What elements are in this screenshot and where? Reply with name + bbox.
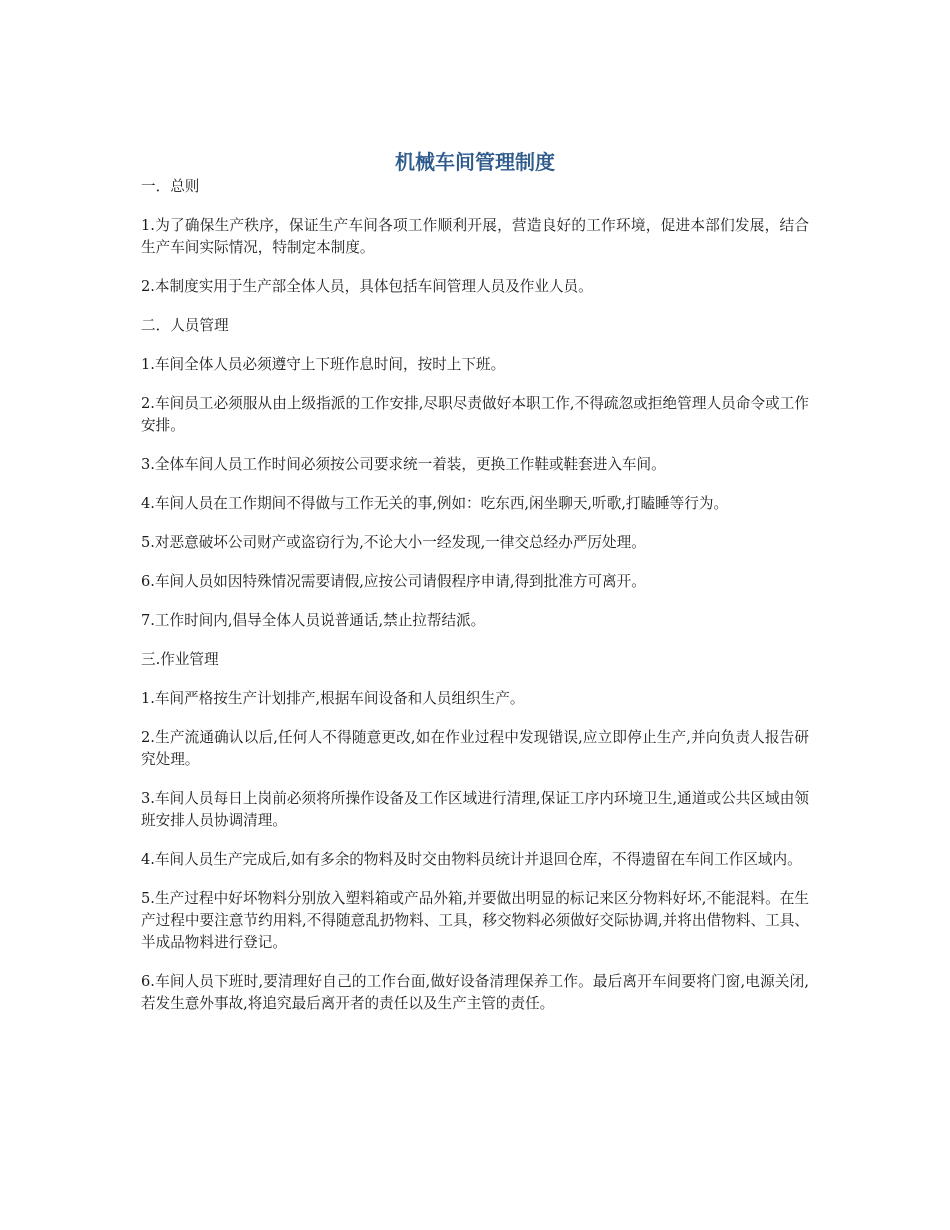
paragraph: 4.车间人员生产完成后,如有多余的物料及时交由物料员统计并退回仓库，不得遗留在车间工作区域内。 [141, 851, 802, 868]
document-body [141, 176, 809, 1032]
section-heading-operations: 三.作业管理 [141, 651, 219, 668]
paragraph: 3.车间人员每日上岗前必须将所操作设备及工作区域进行清理,保证工序内环境卫生,通道或公共区域由领班安排人员协调清理。 [141, 790, 809, 829]
paragraph: 6.车间人员如因特殊情况需要请假,应按公司请假程序申请,得到批准方可离开。 [141, 573, 646, 590]
paragraph: 1.为了确保生产秩序，保证生产车间各项工作顺利开展，营造良好的工作环境，促进本部们发展，结合生产车间实际情况，特制定本制度。 [141, 217, 809, 256]
section-heading-general: 一．总则 [141, 178, 200, 195]
paragraph: 4.车间人员在工作期间不得做与工作无关的事,例如：吃东西,闲坐聊天,听歌,打瞌睡等行为。 [141, 495, 729, 512]
paragraph: 6.车间人员下班时,要清理好自己的工作台面,做好设备清理保养工作。最后离开车间要将门窗,电源关闭,若发生意外事故,将追究最后离开者的责任以及生产主管的责任。 [141, 973, 809, 1012]
paragraph: 5.对恶意破坏公司财产或盗窃行为,不论大小一经发现,一律交总经办严厉处理。 [141, 534, 646, 551]
paragraph: 7.工作时间内,倡导全体人员说普通话,禁止拉帮结派。 [141, 612, 486, 629]
paragraph: 2.本制度实用于生产部全体人员，具体包括车间管理人员及作业人员。 [141, 278, 593, 295]
paragraph: 2.生产流通确认以后,任何人不得随意更改,如在作业过程中发现错误,应立即停止生产,并向负责人报告研究处理。 [141, 729, 809, 768]
paragraph: 2.车间员工必须服从由上级指派的工作安排,尽职尽责做好本职工作,不得疏忽或拒绝管理人员命令或工作安排。 [141, 395, 809, 434]
section-heading-personnel: 二．人员管理 [141, 317, 229, 334]
paragraph: 5.生产过程中好坏物料分别放入塑料箱或产品外箱,并要做出明显的标记来区分物料好坏,不能混料。在生产过程中要注意节约用料,不得随意乱扔物料、工具，移交物料必须做好交际协调,并将出借物料、工具、半成品物料进行登记。 [141, 890, 809, 951]
paragraph: 1.车间严格按生产计划排产,根据车间设备和人员组织生产。 [141, 690, 525, 707]
document-title: 机械车间管理制度 [395, 150, 555, 174]
paragraph: 1.车间全体人员必须遵守上下班作息时间，按时上下班。 [141, 356, 506, 373]
paragraph: 3.全体车间人员工作时间必须按公司要求统一着装，更换工作鞋或鞋套进入车间。 [141, 456, 666, 473]
